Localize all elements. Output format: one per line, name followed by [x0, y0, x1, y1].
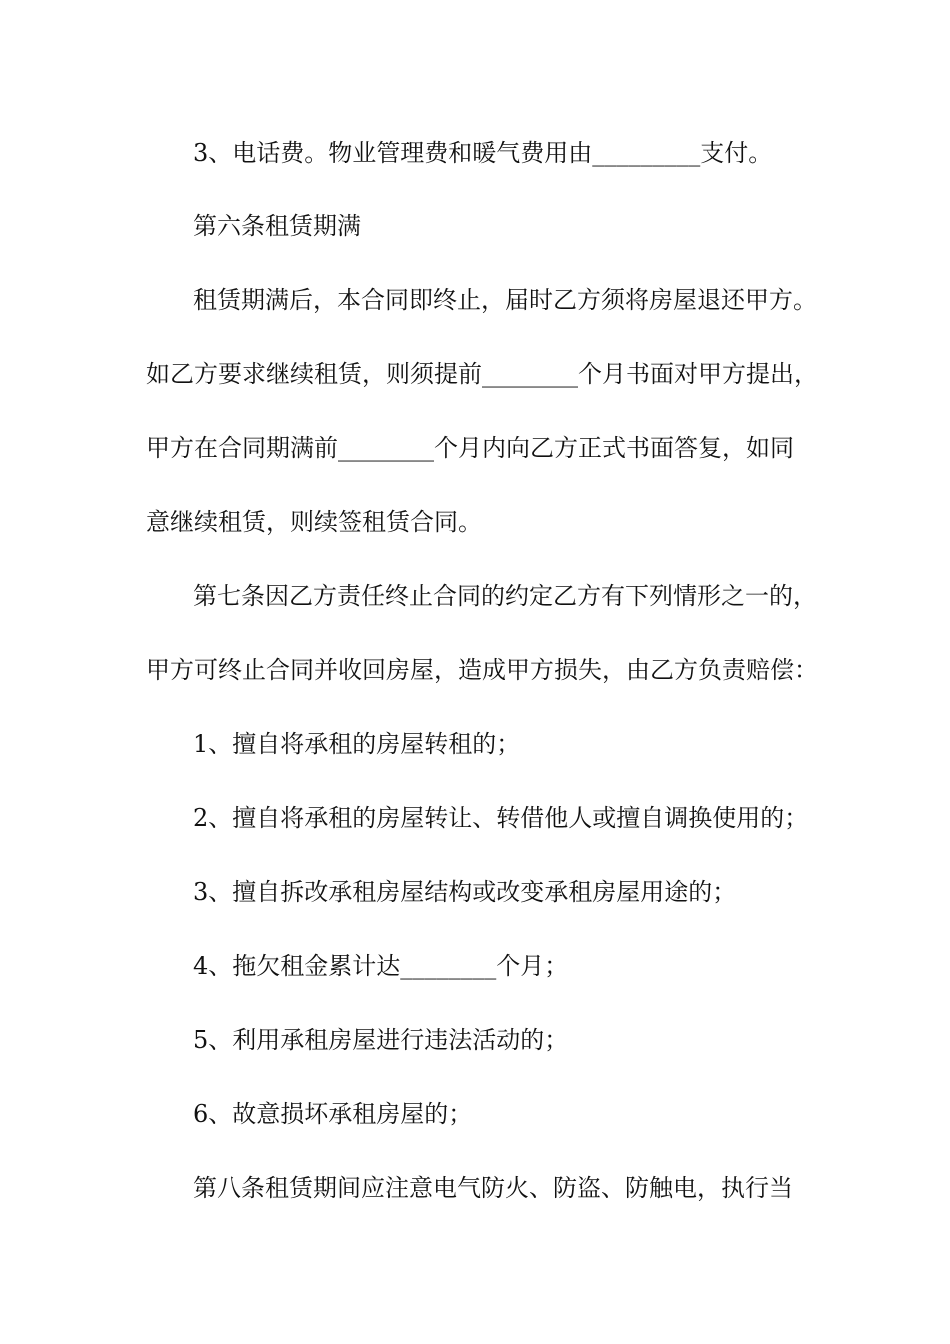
article-eight-line: 第八条租赁期间应注意电气防火、防盗、防触电，执行当	[193, 1174, 793, 1202]
list-item: 1、擅自将承租的房屋转租的；	[193, 730, 521, 758]
list-item: 5、利用承租房屋进行违法活动的；	[193, 1026, 569, 1054]
paragraph-line: 租赁期满后，本合同即终止，届时乙方须将房屋退还甲方。	[193, 286, 817, 314]
list-item: 6、故意损坏承租房屋的；	[193, 1100, 473, 1128]
list-item: 3、擅自拆改承租房屋结构或改变承租房屋用途的；	[193, 878, 737, 906]
paragraph-line: 如乙方要求继续租赁，则须提前________个月书面对甲方提出，	[146, 360, 818, 388]
article-seven-line: 第七条因乙方责任终止合同的约定乙方有下列情形之一的，	[193, 582, 817, 610]
list-item: 4、拖欠租金累计达________个月；	[193, 952, 569, 980]
article-six-heading: 第六条租赁期满	[193, 212, 361, 240]
utility-fee-clause: 3、电话费。物业管理费和暖气费用由_________支付。	[193, 139, 773, 167]
list-item: 2、擅自将承租的房屋转让、转借他人或擅自调换使用的；	[193, 804, 809, 832]
paragraph-line: 意继续租赁，则续签租赁合同。	[146, 508, 482, 536]
paragraph-line: 甲方可终止合同并收回房屋，造成甲方损失，由乙方负责赔偿：	[146, 656, 818, 684]
paragraph-line: 甲方在合同期满前________个月内向乙方正式书面答复，如同	[146, 434, 794, 462]
